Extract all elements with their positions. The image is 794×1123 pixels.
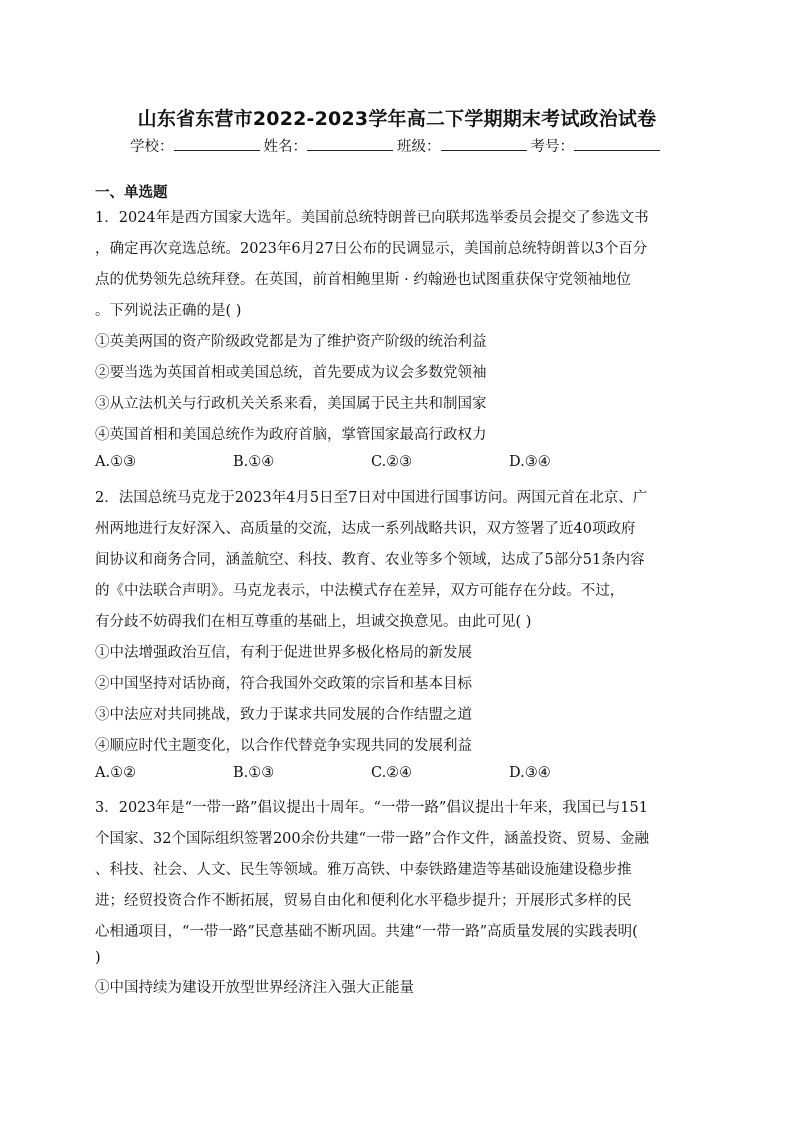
- q2-item: ③中法应对共同挑战，致力于谋求共同发展的合作结盟之道: [95, 707, 472, 723]
- q1-option-a[interactable]: A.①③: [95, 454, 137, 470]
- q2-item: ④顺应时代主题变化，以合作代替竞争实现共同的发展利益: [95, 738, 472, 754]
- q1-stem-line: 1．2024年是西方国家大选年。美国前总统特朗普已向联邦选举委员会提交了参选文书: [95, 210, 649, 226]
- section-heading: 一、单选题: [95, 185, 168, 201]
- q1-stem-line: 。下列说法正确的是( ): [95, 303, 242, 319]
- student-info-row: [0, 135, 794, 156]
- q3-stem-line: ): [95, 950, 101, 966]
- q3-stem-line: 、科技、社会、人文、民生等领域。雅万高铁、中泰铁路建造等基础设施建设稳步推: [95, 862, 632, 878]
- q3-stem-line: 个国家、32个国际组织签署200余份共建“一带一路”合作文件，涵盖投资、贸易、金融: [95, 831, 649, 847]
- school-blank[interactable]: [174, 136, 260, 151]
- q1-item: ①英美两国的资产阶级政党都是为了维护资产阶级的统治利益: [95, 334, 487, 350]
- q2-option-b[interactable]: B.①③: [233, 765, 275, 781]
- q1-option-d[interactable]: D.③④: [509, 454, 551, 470]
- q1-stem-line: 点的优势领先总统拜登。在英国，前首相鲍里斯 · 约翰逊也试图重获保守党领袖地位: [95, 272, 631, 288]
- number-blank[interactable]: [574, 136, 660, 151]
- q2-item: ②中国坚持对话协商，符合我国外交政策的宗旨和基本目标: [95, 676, 472, 692]
- q1-stem-line: ，确定再次竞选总统。2023年6月27日公布的民调显示，美国前总统特朗普以3个百分: [95, 241, 648, 257]
- name-label: 姓名：: [263, 139, 307, 155]
- q2-stem-line: 有分歧不妨碍我们在相互尊重的基础上，坦诚交换意见。由此可见( ): [95, 614, 532, 630]
- q2-stem-line: 的《中法联合声明》。马克龙表示，中法模式存在差异，双方可能存在分歧。不过，: [95, 583, 625, 599]
- q3-stem-line: 3．2023年是“一带一路”倡议提出十周年。“一带一路”倡议提出十年来，我国已与151: [95, 800, 648, 816]
- q3-stem-line: 心相通项目，“一带一路”民意基础不断巩固。共建“一带一路”高质量发展的实践表明(: [95, 924, 638, 940]
- q2-stem-line: 间协议和商务合同，涵盖航空、科技、教育、农业等多个领域，达成了5部分51条内容: [95, 552, 645, 568]
- q2-option-d[interactable]: D.③④: [509, 765, 551, 781]
- q2-stem-line: 州两地进行友好深入、高质量的交流，达成一系列战略共识，双方签署了近40项政府: [95, 521, 636, 537]
- q2-option-a[interactable]: A.①②: [95, 765, 137, 781]
- q1-item: ④英国首相和美国总统作为政府首脑，掌管国家最高行政权力: [95, 427, 487, 443]
- school-label: 学校：: [130, 139, 174, 155]
- page-title: 山东省东营市2022-2023学年高二下学期期末考试政治试卷: [137, 108, 657, 130]
- q3-stem-line: 进；经贸投资合作不断拓展，贸易自由化和便利化水平稳步提升；开展形式多样的民: [95, 893, 632, 909]
- q2-options: [95, 765, 695, 785]
- q1-option-b[interactable]: B.①④: [233, 454, 275, 470]
- q2-stem-line: 2．法国总统马克龙于2023年4月5日至7日对中国进行国事访问。两国元首在北京、广: [95, 490, 648, 506]
- q2-option-c[interactable]: C.②④: [371, 765, 413, 781]
- q2-item: ①中法增强政治互信，有利于促进世界多极化格局的新发展: [95, 645, 472, 661]
- q3-item: ①中国持续为建设开放型世界经济注入强大正能量: [95, 980, 414, 996]
- class-label: 班级：: [397, 139, 441, 155]
- q1-item: ③从立法机关与行政机关关系来看，美国属于民主共和制国家: [95, 396, 487, 412]
- number-label: 考号：: [530, 139, 574, 155]
- q1-options: [95, 454, 695, 474]
- q1-option-c[interactable]: C.②③: [371, 454, 413, 470]
- class-blank[interactable]: [441, 136, 527, 151]
- q1-item: ②要当选为英国首相或美国总统，首先要成为议会多数党领袖: [95, 365, 487, 381]
- name-blank[interactable]: [307, 136, 393, 151]
